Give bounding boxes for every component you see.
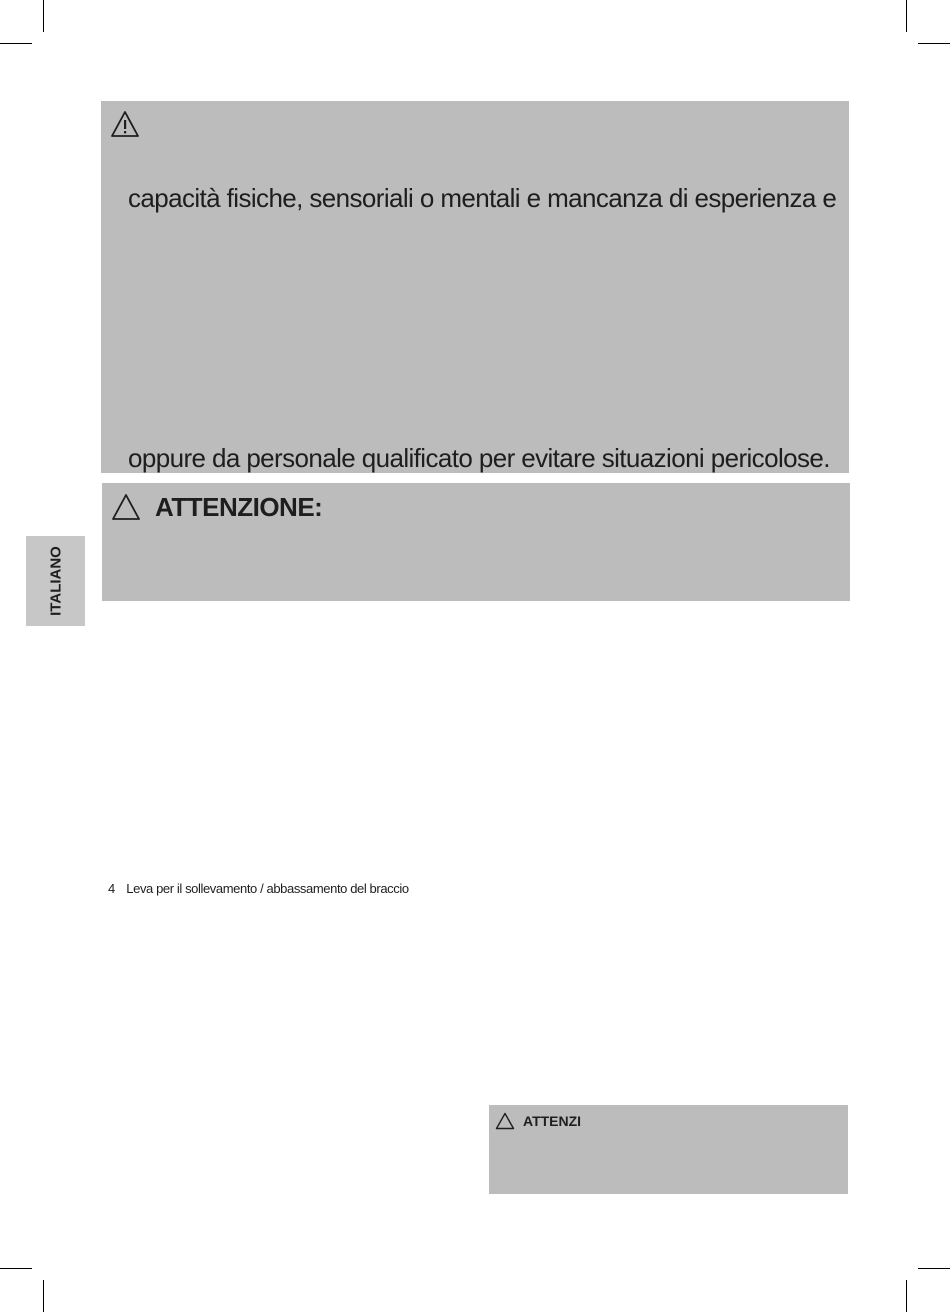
- warning-box: [101, 101, 849, 473]
- crop-mark: [0, 1268, 32, 1269]
- item-label: Leva per il sollevamento / abbassamento del braccio: [126, 881, 409, 896]
- attention-heading: ATTENZIONE:: [155, 492, 323, 522]
- crop-mark: [906, 0, 907, 32]
- language-label: ITALIANO: [47, 546, 64, 616]
- crop-mark: [43, 1280, 44, 1312]
- warning-text-line: capacità fisiche, sensoriali o mentali e mancanza di esperienza e: [128, 183, 837, 213]
- crop-mark: [906, 1280, 907, 1312]
- crop-mark: [43, 0, 44, 32]
- warning-triangle-icon: [111, 493, 141, 521]
- warning-triangle-icon: [495, 1112, 515, 1130]
- crop-mark: [918, 43, 950, 44]
- item-number: 4: [108, 881, 115, 896]
- language-tab: [26, 536, 85, 626]
- warning-triangle-icon: [110, 110, 140, 138]
- crop-mark: [0, 43, 32, 44]
- attention-heading-small: ATTENZI: [523, 1113, 582, 1129]
- warning-text-line: oppure da personale qualificato per evitare situazioni pericolose.: [128, 443, 830, 473]
- attention-box-small: [489, 1105, 848, 1194]
- attention-box: [102, 483, 850, 601]
- crop-mark: [918, 1268, 950, 1269]
- parts-list-item: [108, 881, 409, 896]
